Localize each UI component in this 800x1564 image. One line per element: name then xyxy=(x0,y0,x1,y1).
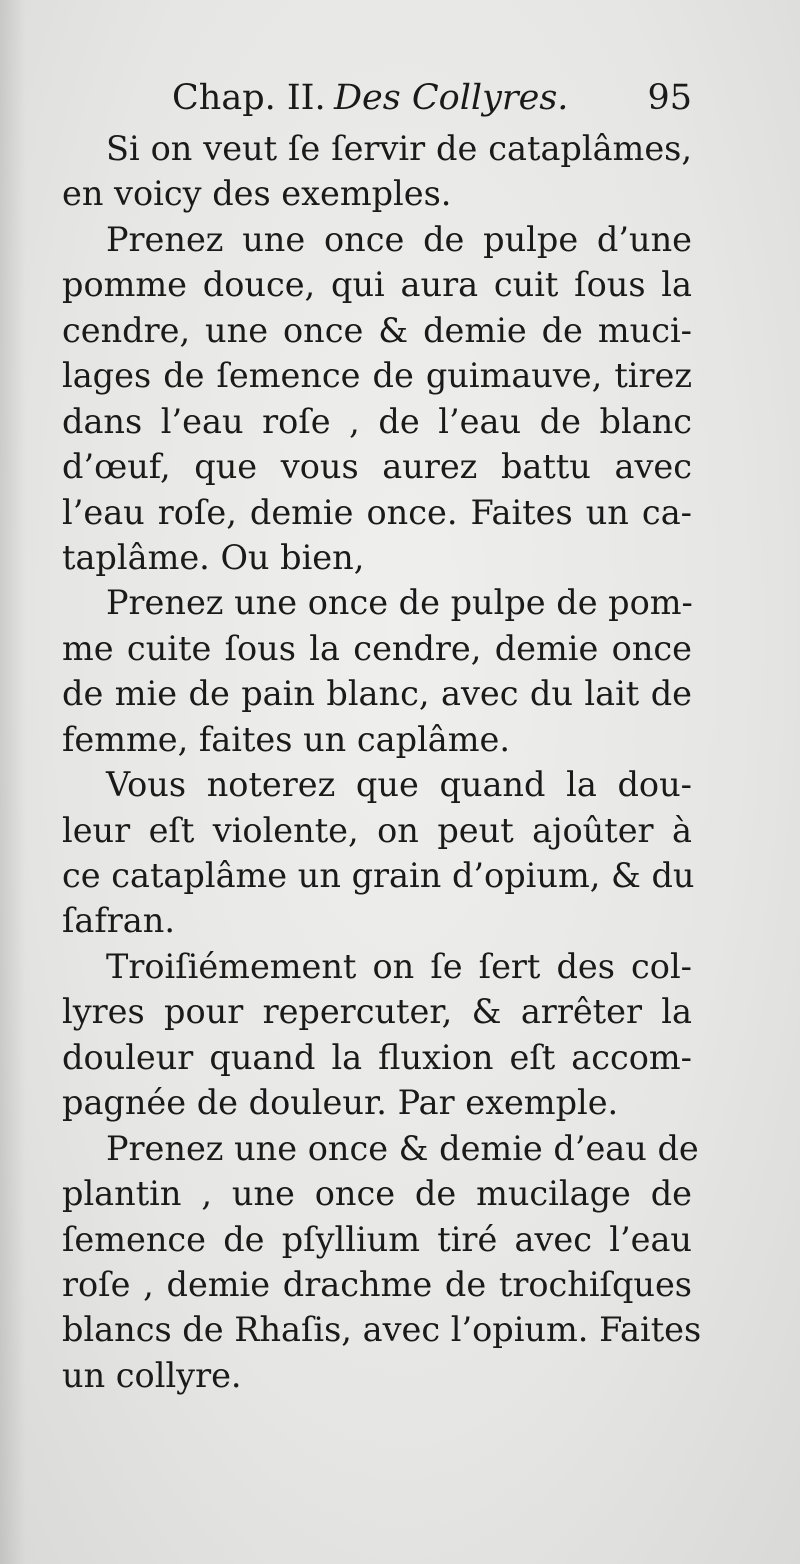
text-line: de mie de pain blanc, avec du lait de xyxy=(62,674,692,714)
text-line: taplâme. Ou bien, xyxy=(62,537,365,577)
text-line: blancs de Rhaſis, avec l’opium. Faites xyxy=(62,1310,702,1350)
running-header xyxy=(172,72,692,124)
text-line: Prenez une once de pulpe de pom- xyxy=(106,583,693,623)
text-line: ſafran. xyxy=(62,901,175,941)
chapter-title: Des Collyres. xyxy=(334,78,569,118)
page-number: 95 xyxy=(647,78,692,118)
text-line: douleur quand la fluxion eſt accom- xyxy=(62,1037,692,1077)
text-line: ſemence de pſyllium tiré avec l’eau xyxy=(62,1219,692,1259)
body-text xyxy=(62,126,702,1398)
text-line: roſe , demie drachme de trochiſques xyxy=(62,1264,692,1304)
text-line: un collyre. xyxy=(62,1355,242,1395)
text-line: lages de ſemence de guimauve, tirez xyxy=(62,356,692,396)
text-line: Troiſiémement on ſe ſert des col- xyxy=(106,946,692,986)
text-line: plantin , une once de mucilage de xyxy=(62,1174,692,1214)
text-line: Si on veut ſe ſervir de cataplâmes, xyxy=(106,129,692,168)
text-line: pomme douce, qui aura cuit ſous la xyxy=(62,265,692,305)
text-line: cendre, une once & demie de muci- xyxy=(62,310,692,350)
chapter-label: Chap. II. xyxy=(172,78,326,118)
text-line: l’eau roſe, demie once. Faites un ca- xyxy=(62,492,692,532)
text-line: pagnée de douleur. Par exemple. xyxy=(62,1083,619,1123)
text-line: leur eſt violente, on peut ajoûter à xyxy=(62,810,692,850)
text-line: Prenez une once de pulpe d’une xyxy=(106,219,692,259)
text-line: d’œuf, que vous aurez battu avec xyxy=(62,447,692,487)
text-line: Vous noterez que quand la dou- xyxy=(106,765,692,805)
text-line: me cuite ſous la cendre, demie once xyxy=(62,628,692,668)
text-line: dans l’eau roſe , de l’eau de blanc xyxy=(62,401,692,441)
text-line: en voicy des exemples. xyxy=(62,174,452,214)
text-line: lyres pour repercuter, & arrêter la xyxy=(62,992,692,1032)
page-edge-shadow xyxy=(0,0,26,1564)
text-line: Prenez une once & demie d’eau de xyxy=(106,1128,699,1168)
text-line: ce cataplâme un grain d’opium, & du xyxy=(62,856,695,895)
text-line: femme, faites un caplâme. xyxy=(62,719,510,759)
